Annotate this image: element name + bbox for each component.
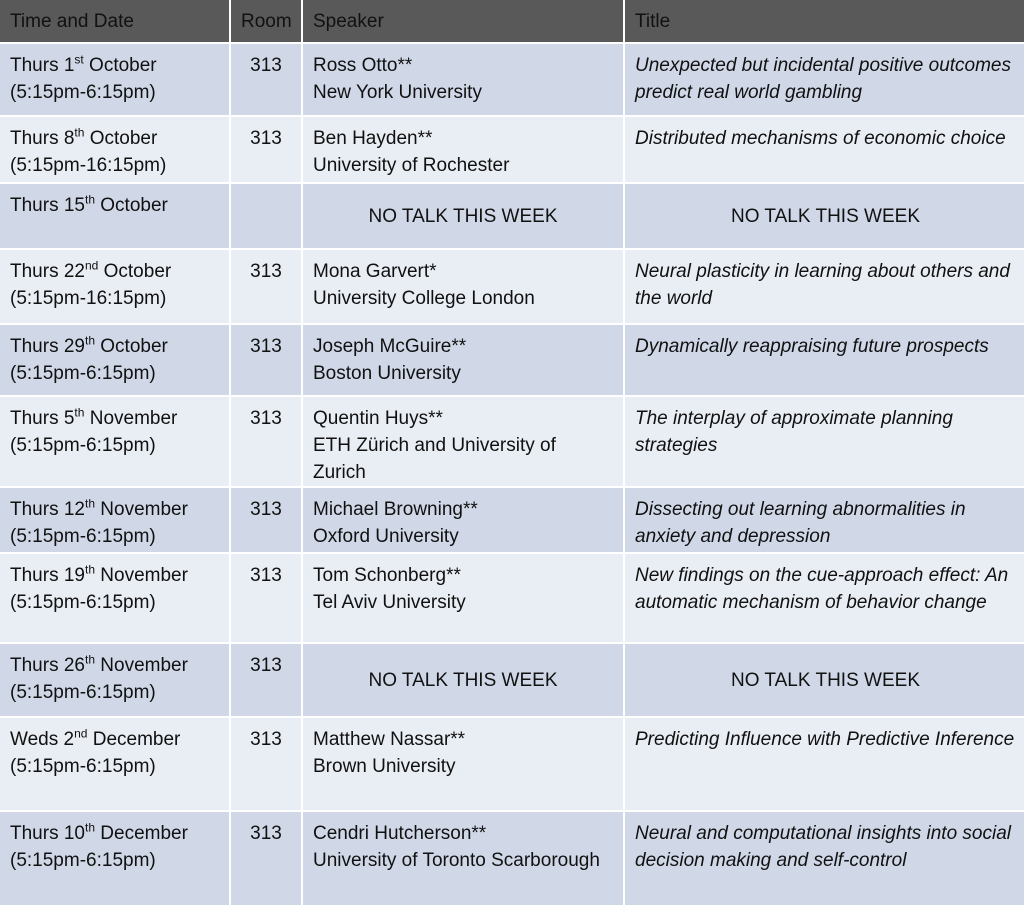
speaker-affiliation: ETH Zürich and University of Zurich [313, 435, 556, 483]
speaker-affiliation: New York University [313, 82, 482, 103]
table-row [0, 325, 1024, 395]
date-ordinal: th [74, 405, 85, 420]
date-ordinal: th [84, 562, 95, 577]
speaker-cell [303, 554, 623, 642]
date-ordinal: th [74, 125, 85, 140]
table-row [0, 397, 1024, 486]
header-time-date: Time and Date [0, 0, 229, 42]
table-row [0, 812, 1024, 905]
talk-title: New findings on the cue-approach effect: An automatic mechanism of behavior change [625, 554, 1024, 642]
date-day: Thurs 8 [10, 128, 75, 149]
speaker-cell [303, 718, 623, 810]
table-row [0, 117, 1024, 182]
speaker-cell [303, 44, 623, 115]
table-row [0, 184, 1024, 248]
speaker-name: Michael Browning** [313, 499, 478, 520]
time-range: (5:15pm-6:15pm) [10, 850, 156, 871]
speaker-affiliation: Boston University [313, 363, 461, 384]
no-talk-speaker: NO TALK THIS WEEK [303, 644, 623, 716]
date-day: Thurs 15 [10, 195, 85, 216]
speaker-affiliation: Tel Aviv University [313, 592, 466, 613]
date-day: Thurs 1 [10, 55, 75, 76]
talk-title: Dynamically reappraising future prospects [625, 325, 1024, 395]
time-range: (5:15pm-6:15pm) [10, 682, 156, 703]
date-ordinal: st [74, 52, 84, 67]
date-month: October [98, 261, 172, 282]
date-month: November [84, 408, 178, 429]
speaker-affiliation: University of Toronto Scarborough [313, 850, 600, 871]
speaker-affiliation: Brown University [313, 756, 456, 777]
speaker-affiliation: University College London [313, 288, 535, 309]
date-month: October [95, 195, 168, 216]
date-cell [0, 718, 229, 810]
date-month: October [84, 128, 158, 149]
room-cell: 313 [231, 44, 301, 115]
talk-title: Neural plasticity in learning about others and the world [625, 250, 1024, 323]
header-room: Room [231, 0, 301, 42]
date-cell [0, 812, 229, 905]
time-range: (5:15pm-6:15pm) [10, 363, 156, 384]
header-speaker: Speaker [303, 0, 623, 42]
date-cell [0, 488, 229, 552]
time-range: (5:15pm-16:15pm) [10, 288, 167, 309]
speaker-name: Tom Schonberg** [313, 565, 461, 586]
date-ordinal: th [84, 333, 95, 348]
date-cell [0, 325, 229, 395]
room-cell: 313 [231, 397, 301, 486]
room-cell [231, 184, 301, 248]
header-row [0, 0, 1024, 42]
time-range: (5:15pm-6:15pm) [10, 592, 156, 613]
speaker-name: Cendri Hutcherson** [313, 823, 487, 844]
date-month: November [95, 565, 188, 586]
date-day: Thurs 10 [10, 823, 85, 844]
table-row [0, 488, 1024, 552]
date-cell [0, 44, 229, 115]
talk-title: Neural and computational insights into social decision making and self-control [625, 812, 1024, 905]
date-day: Thurs 29 [10, 336, 85, 357]
speaker-name: Ross Otto** [313, 55, 413, 76]
date-ordinal: th [84, 192, 95, 207]
room-cell: 313 [231, 325, 301, 395]
talk-title: Distributed mechanisms of economic choice [625, 117, 1024, 182]
room-cell: 313 [231, 117, 301, 182]
date-month: October [95, 336, 168, 357]
no-talk-title: NO TALK THIS WEEK [625, 184, 1024, 248]
table-row [0, 644, 1024, 716]
table-row [0, 718, 1024, 810]
date-ordinal: th [84, 496, 95, 511]
room-cell: 313 [231, 812, 301, 905]
no-talk-speaker: NO TALK THIS WEEK [303, 184, 623, 248]
date-day: Thurs 12 [10, 499, 85, 520]
date-ordinal: th [84, 652, 95, 667]
speaker-cell [303, 397, 623, 486]
room-cell: 313 [231, 488, 301, 552]
date-day: Thurs 5 [10, 408, 75, 429]
date-cell [0, 554, 229, 642]
date-cell [0, 397, 229, 486]
date-ordinal: nd [84, 258, 99, 273]
time-range: (5:15pm-6:15pm) [10, 526, 156, 547]
time-range: (5:15pm-6:15pm) [10, 82, 156, 103]
date-day: Thurs 19 [10, 565, 85, 586]
speaker-name: Quentin Huys** [313, 408, 443, 429]
date-month: November [95, 655, 188, 676]
time-range: (5:15pm-16:15pm) [10, 155, 167, 176]
talk-title: The interplay of approximate planning strategies [625, 397, 1024, 486]
date-cell [0, 184, 229, 248]
date-cell [0, 250, 229, 323]
room-cell: 313 [231, 644, 301, 716]
speaker-name: Ben Hayden** [313, 128, 433, 149]
date-ordinal: th [84, 820, 95, 835]
date-day: Thurs 22 [10, 261, 85, 282]
time-range: (5:15pm-6:15pm) [10, 435, 156, 456]
speaker-cell [303, 250, 623, 323]
speaker-name: Matthew Nassar** [313, 729, 466, 750]
no-talk-title: NO TALK THIS WEEK [625, 644, 1024, 716]
speaker-cell [303, 812, 623, 905]
time-range: (5:15pm-6:15pm) [10, 756, 156, 777]
speaker-affiliation: Oxford University [313, 526, 459, 547]
date-month: December [87, 729, 181, 750]
header-title: Title [625, 0, 1024, 42]
speaker-cell [303, 117, 623, 182]
date-day: Weds 2 [10, 729, 75, 750]
talk-title: Unexpected but incidental positive outcomes predict real world gambling [625, 44, 1024, 115]
date-month: November [95, 499, 188, 520]
room-cell: 313 [231, 554, 301, 642]
date-cell [0, 644, 229, 716]
speaker-name: Mona Garvert* [313, 261, 437, 282]
date-day: Thurs 26 [10, 655, 85, 676]
date-month: October [83, 55, 157, 76]
speaker-name: Joseph McGuire** [313, 336, 467, 357]
room-cell: 313 [231, 250, 301, 323]
table-row [0, 554, 1024, 642]
table-row [0, 44, 1024, 115]
talk-title: Predicting Influence with Predictive Inference [625, 718, 1024, 810]
speaker-affiliation: University of Rochester [313, 155, 510, 176]
speaker-cell [303, 488, 623, 552]
speaker-cell [303, 325, 623, 395]
date-ordinal: nd [74, 726, 88, 741]
room-cell: 313 [231, 718, 301, 810]
date-cell [0, 117, 229, 182]
table-row [0, 250, 1024, 323]
talk-title: Dissecting out learning abnormalities in anxiety and depression [625, 488, 1024, 552]
date-month: December [95, 823, 188, 844]
